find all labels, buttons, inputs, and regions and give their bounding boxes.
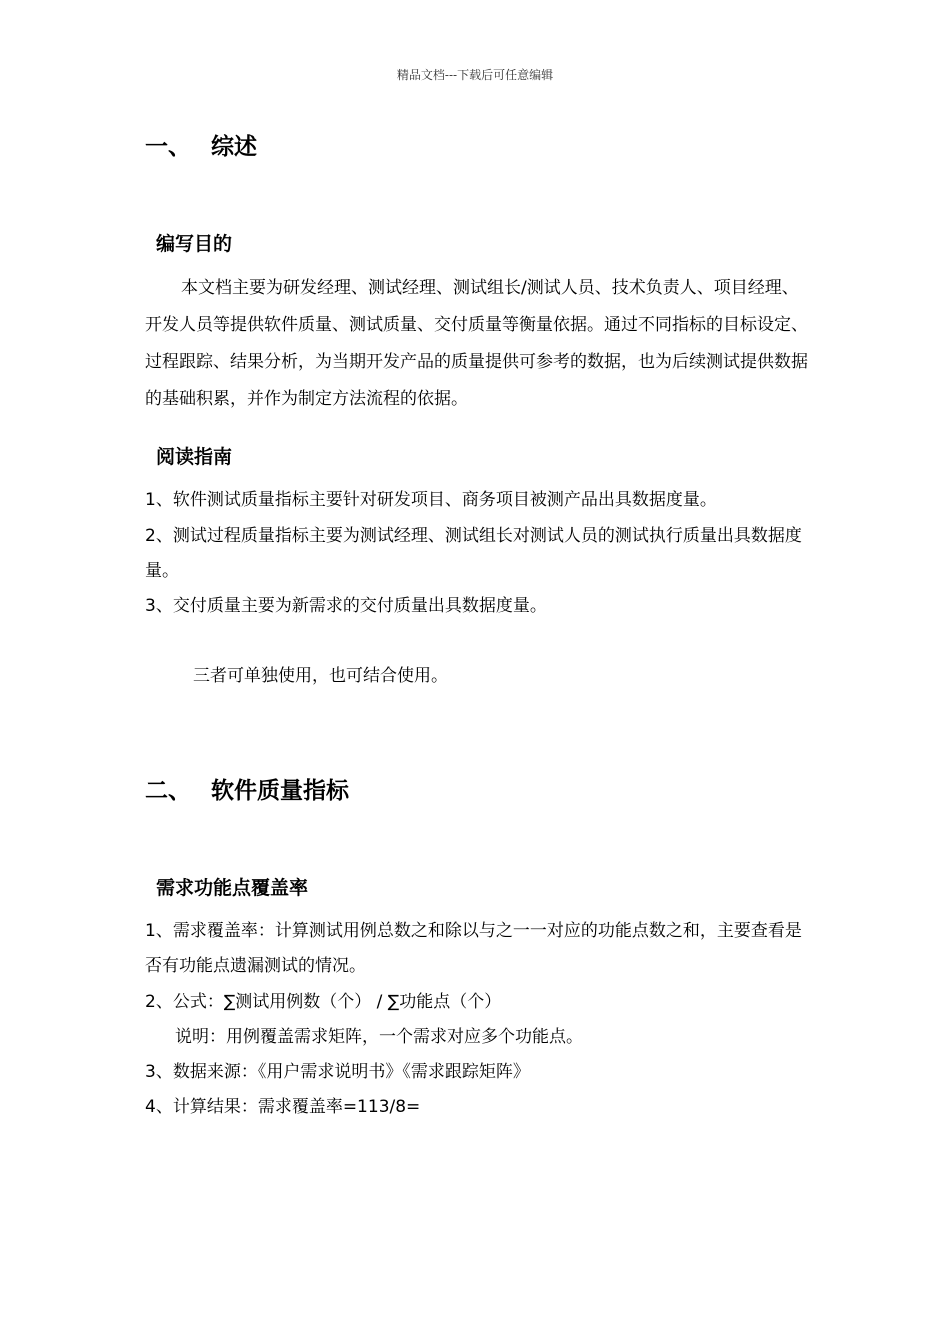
guide-item-2: 2、测试过程质量指标主要为测试经理、测试组长对测试人员的测试执行质量出具数据度量。: [145, 526, 802, 581]
coverage-data-source: 3、数据来源：《用户需求说明书》《需求跟踪矩阵》: [145, 1062, 530, 1082]
purpose-paragraph: 本文档主要为研发经理、测试经理、测试组长/测试人员、技术负责人、项目经理、开发人员等提供软件质量、测试质量、交付质量等衡量依据。通过不同指标的目标设定、过程跟踪、结果分析，为当期开发产品的质量提供可参考的数据，也为后续测试提供数据的基础积累，并作为制定方法流程的依据。: [145, 278, 808, 409]
coverage-result: 4、计算结果：需求覆盖率=113/8=: [145, 1097, 421, 1117]
guide-item-3: 3、交付质量主要为新需求的交付质量出具数据度量。: [145, 596, 547, 616]
guide-item-1: 1、软件测试质量指标主要针对研发项目、商务项目被测产品出具数据度量。: [145, 490, 717, 510]
coverage-item-1: 1、需求覆盖率：计算测试用例总数之和除以与之一一对应的功能点数之和，主要查看是否有功能点遗漏测试的情况。: [145, 921, 802, 976]
coverage-explanation: 说明：用例覆盖需求矩阵，一个需求对应多个功能点。: [175, 1027, 583, 1047]
coverage-formula: 2、公式：∑测试用例数（个） / ∑功能点（个）: [145, 992, 502, 1012]
section-title: 综述: [211, 134, 257, 160]
section-heading-overview: [145, 128, 257, 161]
section-number: 二、: [145, 778, 191, 804]
section-number: 一、: [145, 134, 191, 160]
guide-note: 三者可单独使用，也可结合使用。: [193, 666, 448, 686]
section-heading-software-quality: [145, 772, 349, 805]
subheading-coverage: 需求功能点覆盖率: [156, 877, 309, 899]
subheading-purpose: 编写目的: [156, 233, 233, 255]
page-header: 精品文档---下载后可任意编辑: [396, 68, 554, 82]
section-title: 软件质量指标: [211, 778, 349, 804]
subheading-reading-guide: 阅读指南: [156, 446, 233, 468]
